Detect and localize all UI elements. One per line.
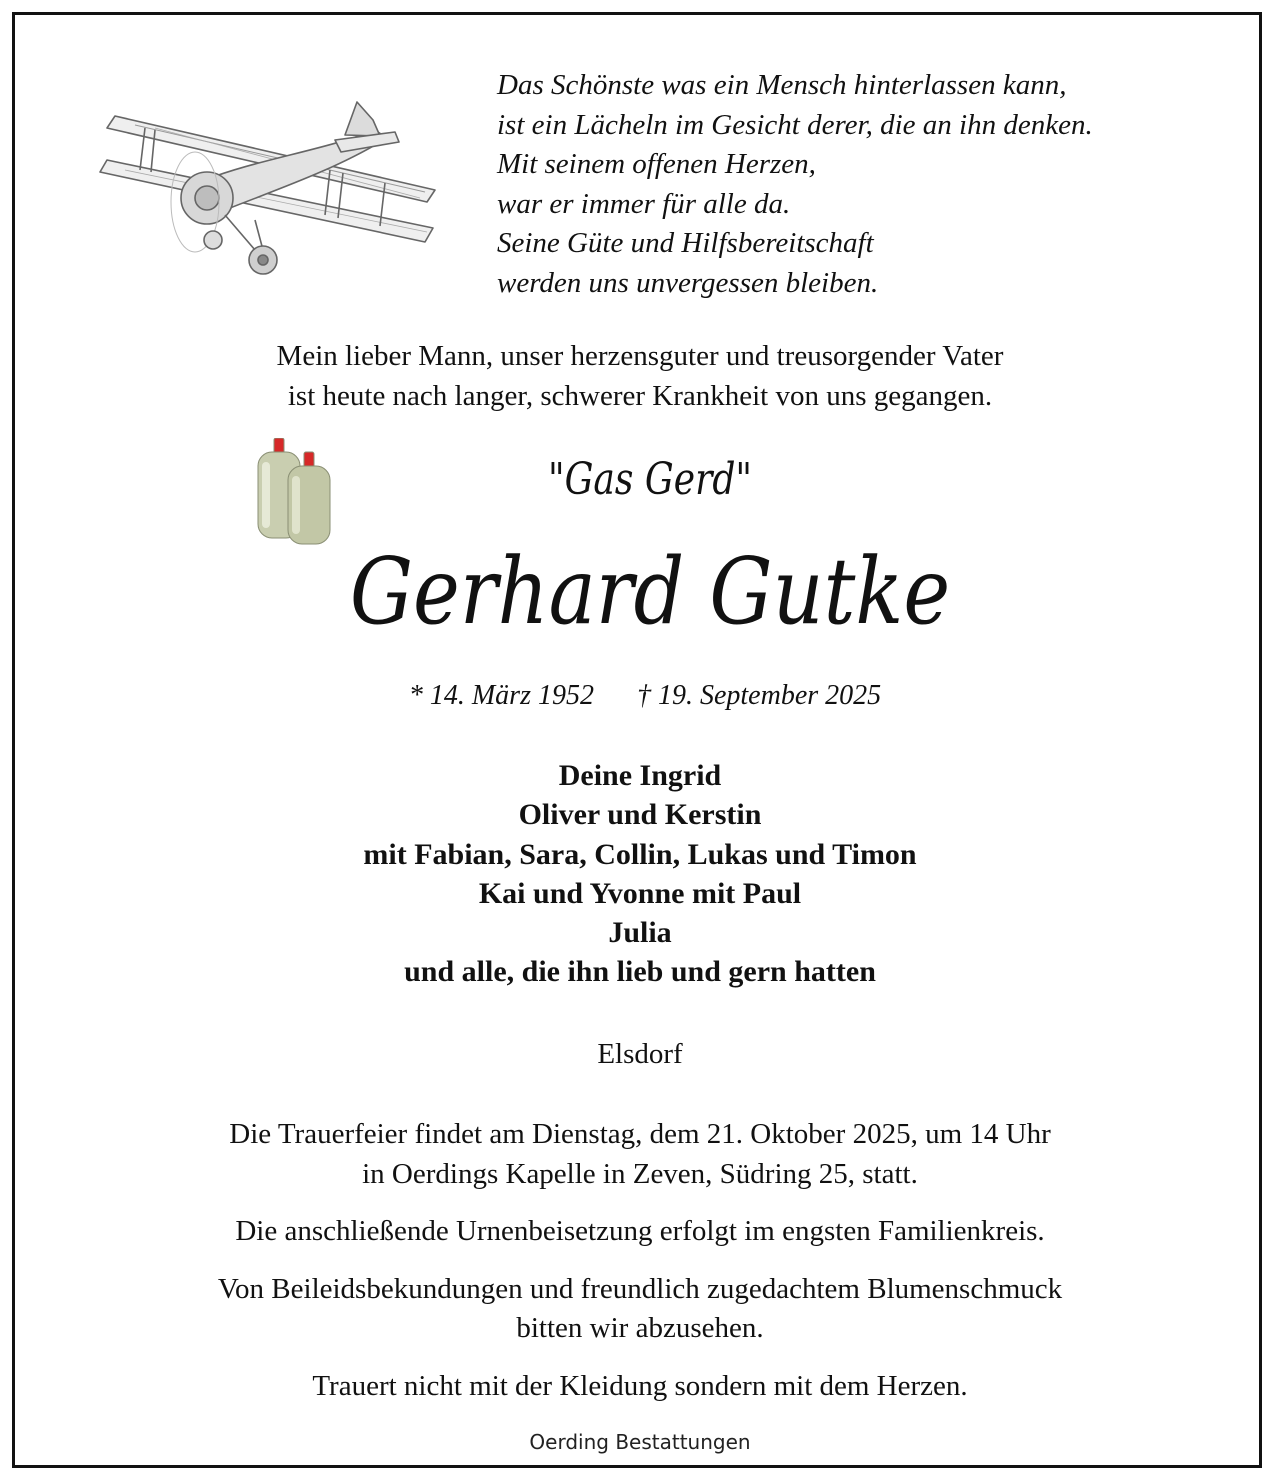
intro-text [0,336,1280,416]
family-line: Kai und Yvonne mit Paul [478,876,802,910]
intro-line: ist heute nach langer, schwerer Krankheit von uns gegangen. [287,380,993,412]
condolence-info [0,1270,1280,1349]
death-date: † 19. September 2025 [636,680,882,711]
family-line: und alle, die ihn lieb und gern hatten [404,955,876,989]
family-line: mit Fabian, Sara, Collin, Lukas und Timon [363,837,917,871]
memorial-poem [497,66,1237,303]
poem-line: ist ein Lächeln im Gesicht derer, die an ihn denken. [497,108,1093,141]
poem-line: Seine Güte und Hilfsbereitschaft [497,227,874,259]
poem-line: Das Schönste was ein Mensch hinterlassen kann, [497,69,1067,101]
place-name: Elsdorf [597,1038,683,1070]
life-dates [0,680,1280,712]
service-info [0,1115,1280,1424]
biplane-sketch-icon [95,80,455,290]
intro-line: Mein lieber Mann, unser herzensguter und treusorgender Vater [276,340,1004,372]
poem-line: werden uns unvergessen bleiben. [497,266,879,299]
funeral-info [0,1115,1280,1194]
condolence-line: bitten wir abzusehen. [516,1312,764,1344]
burial-info: Die anschließende Urnenbeisetzung erfolgt im engsten Familienkreis. [235,1215,1045,1247]
closing-line: Trauert nicht mit der Kleidung sondern mit dem Herzen. [312,1369,968,1402]
family-list [0,756,1280,992]
birth-date: * 14. März 1952 [408,680,594,711]
condolence-line: Von Beileidsbekundungen und freundlich zugedachtem Blumenschmuck [217,1272,1063,1305]
funeral-line: Die Trauerfeier findet am Dienstag, dem 21. Oktober 2025, um 14 Uhr [229,1118,1051,1150]
deceased-name: Gerhard Gutke [349,538,951,645]
nickname: "Gas Gerd" [547,454,753,505]
family-line: Oliver und Kerstin [518,798,762,832]
funeral-home-name: Oerding Bestattungen [529,1430,751,1454]
poem-line: Mit seinem offenen Herzen, [497,148,816,180]
poem-line: war er immer für alle da. [497,187,791,220]
family-line: Deine Ingrid [558,759,722,792]
funeral-line: in Oerdings Kapelle in Zeven, Südring 25, statt. [362,1157,918,1190]
family-line: Julia [608,916,672,950]
